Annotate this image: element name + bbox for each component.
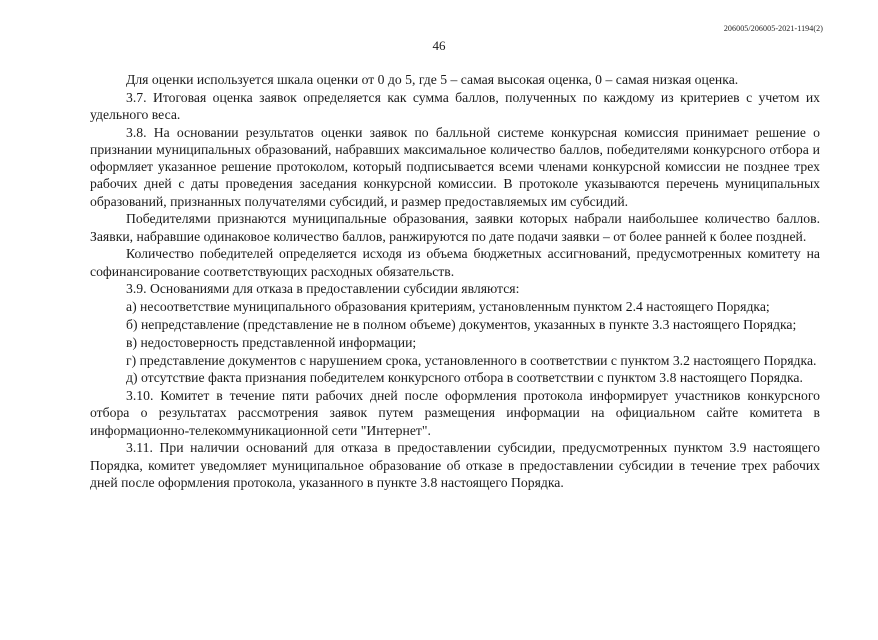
paragraph: 3.8. На основании результатов оценки заявок по балльной системе конкурсная комиссия принимает решение о признании муниципальных образований, набравших максимальное количество баллов, победителями конкурсного отбора и оформляет указанное решение протоколом, который подписывается всеми членами конкурсной комиссии не позднее трех рабочих дней с даты проведения заседания конкурсной комиссии. В протоколе указываются перечень муниципальных образований, признанных получателями субсидий, и размер предоставляемых им субсидий. [90, 124, 820, 209]
paragraph: Для оценки используется шкала оценки от 0 до 5, где 5 – самая высокая оценка, 0 – самая низкая оценка. [126, 72, 739, 87]
paragraph: 3.7. Итоговая оценка заявок определяется как сумма баллов, полученных по каждому из критериев с учетом их удельного веса. [90, 89, 820, 122]
paragraph: б) непредставление (представление не в полном объеме) документов, указанных в пункте 3.3 настоящего Порядка; [126, 317, 797, 332]
paragraph: 3.11. При наличии оснований для отказа в предоставлении субсидии, предусмотренных пунктом 3.9 настоящего Порядка, комитет уведомляет муниципальное образование об отказе в предоставлении субсидии в течение трех рабочих дней после оформления протокола, указанного в пункте 3.8 настоящего Порядка. [90, 440, 820, 490]
page-number: 46 [432, 38, 446, 53]
paragraph: в) недостоверность представленной информации; [126, 334, 417, 350]
paragraph: 3.10. Комитет в течение пяти рабочих дней после оформления протокола информирует участников конкурсного отбора о результатах рассмотрения заявок путем размещения информации на официальном сайте комитета в информационно-телекоммуникационной сети "Интернет". [90, 388, 820, 438]
paragraph: г) представление документов с нарушением срока, установленного в соответствии с пунктом 3.2 настоящего Порядка. [126, 352, 817, 368]
paragraph: Победителями признаются муниципальные образования, заявки которых набрали наибольшее количество баллов. Заявки, набравшие одинаковое количество баллов, ранжируются по дате подачи заявки – от более ранней к более поздней. [90, 211, 820, 244]
paragraph: а) несоответствие муниципального образования критериям, установленным пунктом 2.4 настоящего Порядка; [126, 299, 770, 315]
document-code: 206005/206005-2021-1194(2) [723, 24, 823, 33]
paragraph: 3.9. Основаниями для отказа в предоставлении субсидии являются: [126, 281, 520, 297]
document-body [90, 71, 820, 491]
paragraph: д) отсутствие факта признания победителем конкурсного отбора в соответствии с пунктом 3.8 настоящего Порядка. [126, 370, 803, 386]
paragraph: Количество победителей определяется исходя из объема бюджетных ассигнований, предусмотренных комитету на софинансирование соответствующих расходных обязательств. [90, 246, 820, 279]
